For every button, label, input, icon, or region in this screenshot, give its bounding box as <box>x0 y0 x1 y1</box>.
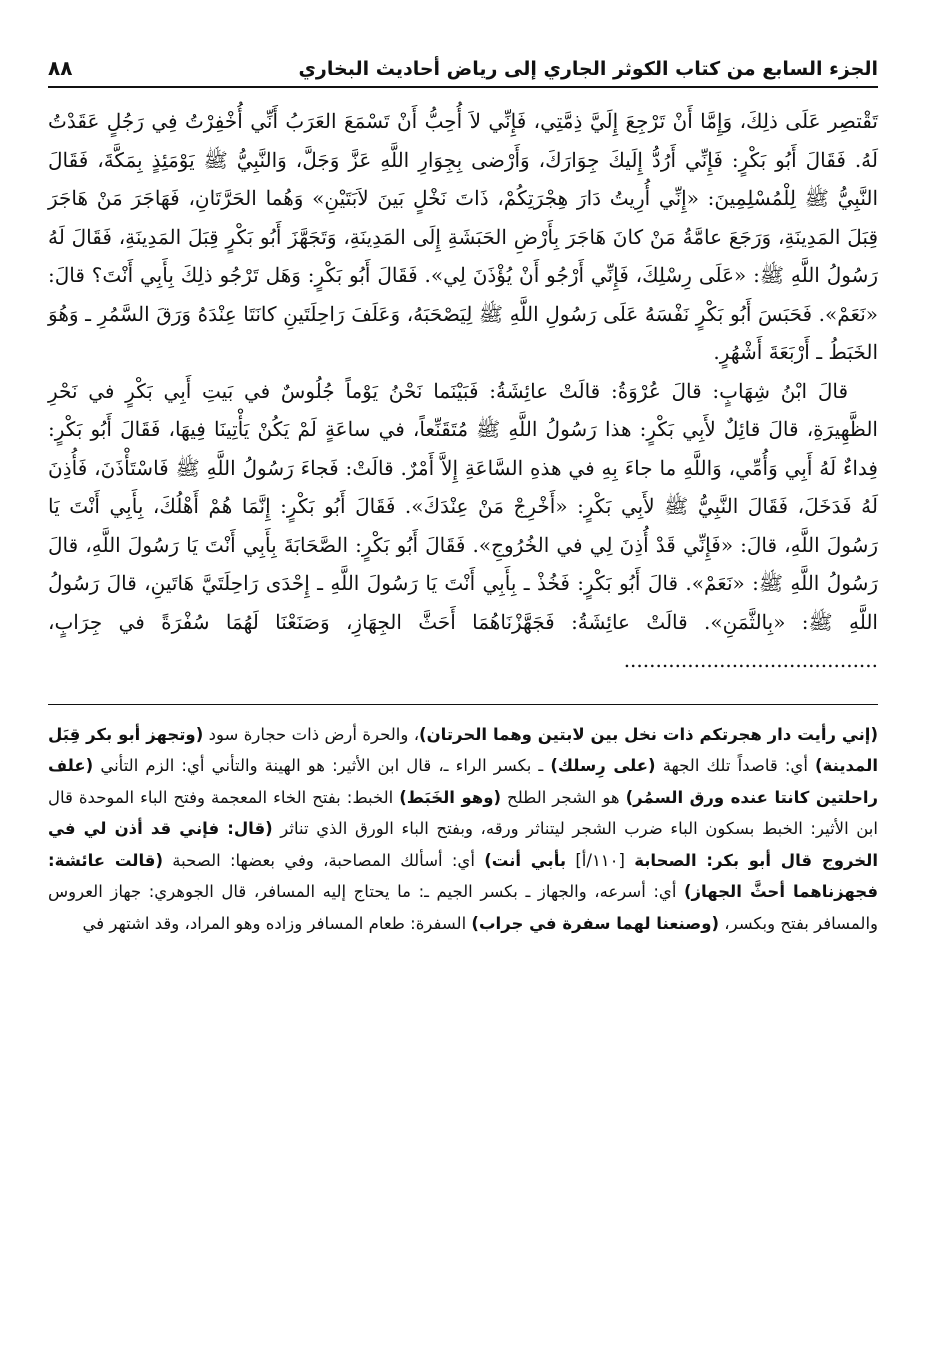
book-page <box>48 48 878 1328</box>
footnote-lemma: (قالت عائشة: فجهزناهما أحثَّ الجهاز) <box>48 850 878 901</box>
footnote-text: ، والحرة أرض ذات حجارة سود <box>203 724 420 744</box>
page-number: ٨٨ <box>48 56 73 80</box>
footnote-lemma: (علف راحلتين كانتا عنده ورق السمُر) <box>48 756 878 807</box>
footnote-paragraph <box>48 719 878 940</box>
header-title: الجزء السابع من كتاب الكوثر الجاري إلى رياض أحاديث البخاري <box>298 58 878 80</box>
footnote-text: ـ بكسر الراء ـ، قال ابن الأثير: هو الهينة والتأني أي: الزم التأني <box>93 756 551 775</box>
footnotes <box>48 719 878 940</box>
footnote-lemma: (وهو الخَبَط) <box>399 787 502 807</box>
hadith-paragraph-2 <box>48 372 878 680</box>
footnote-lemma: (على رِسلك) <box>550 756 656 775</box>
hadith-paragraph-1: تَقْتصِر عَلَى ذلِكَ، وَإِمَّا أَنْ تَرْجِعَ إِلَيَّ ذِمَّتِي، فَإِنِّي لاَ أُحِبُّ أَنْ تَسْمَعَ العَرَبُ أَنِّي أُخْفِرْتُ فِي رَجُلٍ عَقَدْتُ لَهُ. فَقَالَ أَبُو بَكْرٍ: فَإِنِّي أَرُدُّ إِلَيكَ جِوَارَكَ، وَأَرْضى بِجِوَارِ اللَّهِ عَزَّ وَجَلَّ، وَالنَّبِيُّ ﷺ يَوْمَئِذٍ بِمَكَّةَ، فَقَالَ النَّبِيُّ ﷺ لِلْمُسْلِمِينَ: «إِنِّي أُرِيتُ دَارَ هِجْرَتِكُمْ، ذَاتَ نَخْلٍ بَينَ لاَبَتَيْنِ» وَهُما الحَرَّتَانِ، فَهَاجَرَ مَنْ هَاجَرَ قِبَلَ المَدِينَةِ، وَرَجَعَ عامَّةُ مَنْ كانَ هَاجَرَ بِأَرْضِ الحَبَشَةِ إِلَى المَدِينَةِ، وَتَجَهَّزَ أَبُو بَكْرٍ قِبَلَ المَدِينَةِ، فَقَالَ لَهُ رَسُولُ اللَّهِ ﷺ: «عَلَى رِسْلِكَ، فَإِنِّي أَرْجُو أَنْ يُؤْذَنَ لِي». فَقَالَ أَبُو بَكْرٍ: وَهَل تَرْجُو ذلِكَ بِأَبِي أَنْتَ؟ قالَ: «نَعَمْ». فَحَبَسَ أَبُو بَكْرٍ نَفْسَهُ عَلَى رَسُولِ اللَّهِ ﷺ لِيَصْحَبَهُ، وَعَلَفَ رَاحِلَتَينِ كانَتَا عِنْدَهُ وَرَقَ السَّمُرِ ـ وَهُوَ الخَبَطُ ـ أَرْبَعَةَ أَشْهُرٍ. <box>48 109 879 364</box>
manuscript-folio-ref: [١١٠/أ] <box>566 850 635 870</box>
footnote-lemma: (وصنعنا لهما سفرة في جراب) <box>471 913 720 933</box>
footnote-lemma: (وتجهز أبو بكر قِبَل المدينة) <box>48 724 878 775</box>
footnote-text: أي: أسألك المصاحبة، وفي بعضها: الصحبة <box>163 850 485 870</box>
hadith-paragraph-2-text: قالَ ابْنُ شِهَابٍ: قالَ عُرْوَةُ: قالَتْ عائِشَةُ: فَبَيْنَما نَحْنُ يَوْماً جُلُوسٌ في بَيتِ أَبِي بَكْرٍ في نَحْرِ الظَّهِيرَةِ، قالَ قائِلٌ لأَبِي بَكْرٍ: هذا رَسُولُ اللَّهِ ﷺ مُتَقَنِّعاً، في ساعَةٍ لَمْ يَكُنْ يَأْتِينَا فِيهَا، فَقَالَ أَبُو بَكْرٍ: فِداءٌ لَهُ أَبِي وَأُمِّي، وَاللَّهِ ما جاءَ بِهِ في هذهِ السَّاعَةِ إِلاَّ أَمْرٌ. قالَتْ: فَجاءَ رَسُولُ اللَّهِ ﷺ فَاسْتَأْذَنَ، فَأُذِنَ لَهُ فَدَخَلَ، فَقَالَ النَّبِيُّ ﷺ لأَبِي بَكْرٍ: «أَخْرِجْ مَنْ عِنْدَكَ». فَقَالَ أَبُو بَكْرٍ: إِنَّمَا هُمْ أَهْلُكَ، بِأَبِي أَنْتَ يَا رَسُولَ اللَّهِ، قالَ: «فَإِنِّي قَدْ أُذِنَ لِي في الخُرُوجِ». فَقَالَ أَبُو بَكْرٍ: الصَّحَابَةَ بِأَبِي أَنْتَ يَا رَسُولَ اللَّهِ، قالَ رَسُولُ اللَّهِ ﷺ: «نَعَمْ». قالَ أَبُو بَكْرٍ: فَخُذْ ـ بِأَبِي أَنْتَ يَا رَسُولَ اللَّهِ ـ إِحْدَى رَاحِلَتَيَّ هَاتَينِ، قالَ رَسُولُ اللَّهِ ﷺ: «بِالثَّمَنِ». قالَتْ عائِشَةُ: فَجَهَّزْنَاهُمَا أَحَثَّ الجِهَازِ، وَصَنَعْنَا لَهُمَا سُفْرَةً في جِرَابٍ، <box>48 378 878 634</box>
footnote-text: السفرة: طعام المسافر وزاده وهو المراد، وقد اشتهر في <box>82 913 472 933</box>
footnote-text: الخبط: بفتح الخاء المعجمة وفتح الباء الموحدة قال ابن الأثير: الخبط بسكون الباء ضرب الشجر ليتناثر ورقه، وبفتح الباء الورق الذي تناثر <box>48 787 878 838</box>
footnote-lemma: (قال: فإني قد أذن لي في الخروج قال أبو بكر: الصحابة <box>48 819 878 870</box>
footnote-text: أي: أسرعه، والجهاز ـ بكسر الجيم ـ: ما يحتاج إليه المسافر، قال الجوهري: جهاز العروس والمسافر بفتح وبكسر، <box>48 882 878 933</box>
footnote-lemma: (إني رأيت دار هجرتكم ذات نخل بين لابتين وهما الحرتان) <box>419 724 878 744</box>
footnote-text: هو الشجر الطلح <box>501 787 626 807</box>
ellipsis-dots: ........................................ <box>623 648 878 672</box>
main-text <box>48 102 878 680</box>
footnote-divider <box>48 704 878 705</box>
running-header <box>48 48 878 88</box>
footnote-text: أي: قاصداً تلك الجهة <box>655 756 816 775</box>
footnote-lemma: بأبي أنت) <box>484 850 567 870</box>
